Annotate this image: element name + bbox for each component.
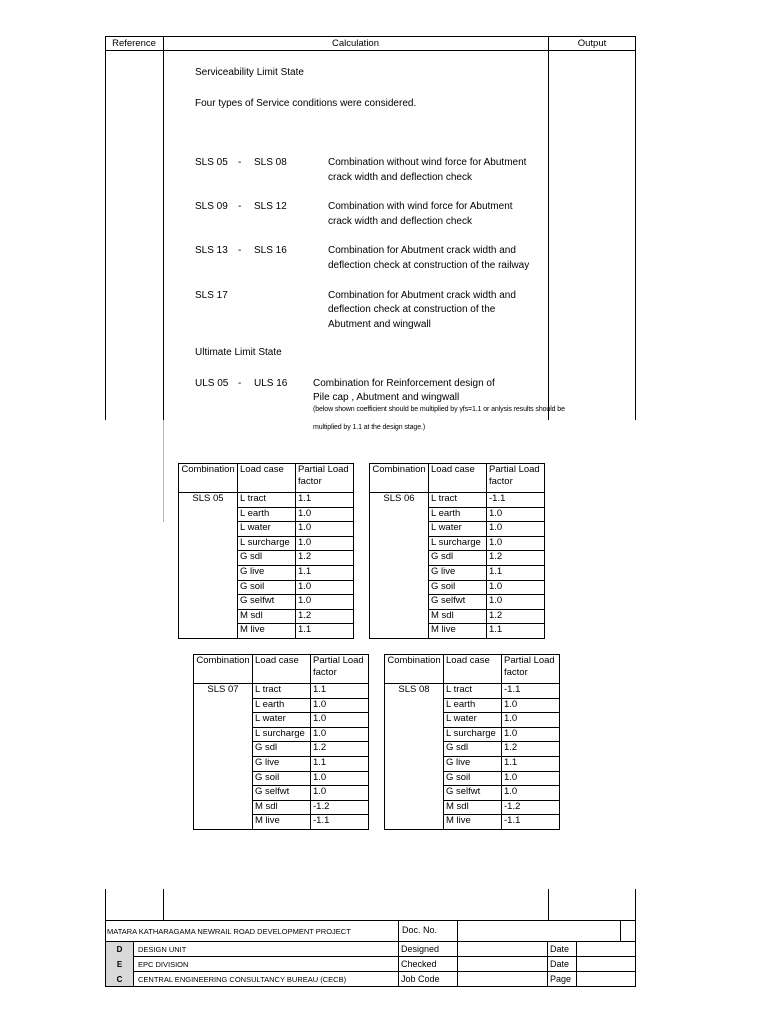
footer-reference-divider (163, 889, 164, 921)
load-factor-table-sls08 (384, 654, 560, 830)
partial-load-factor-cell: 1.0 (487, 595, 545, 610)
load-case-cell: G live (253, 756, 311, 771)
partial-load-factor-cell: -1.1 (502, 684, 560, 699)
doc-no-label: Doc. No. (402, 925, 438, 935)
table-row (179, 493, 354, 508)
combo-from: SLS 17 (195, 290, 228, 301)
load-case-cell: L water (429, 522, 487, 537)
partial-load-factor-cell: 1.0 (487, 507, 545, 522)
frame-left-border (105, 36, 106, 420)
combo-desc-line: deflection check at construction of the (328, 304, 496, 315)
combo-from: SLS 13 (195, 245, 228, 256)
partial-load-factor-cell: 1.0 (311, 698, 369, 713)
load-case-cell: G live (429, 565, 487, 580)
partial-load-factor-cell: 1.1 (296, 493, 354, 508)
load-case-cell: G soil (253, 771, 311, 786)
partial-load-factor-cell: 1.1 (311, 684, 369, 699)
dec-letter: D (116, 945, 123, 954)
page-label: Page (550, 974, 572, 984)
header-calculation: Calculation (332, 38, 379, 49)
load-case-cell: L earth (444, 698, 502, 713)
combo-desc-line: deflection check at construction of the railway (328, 260, 530, 271)
load-case-header: Load case (444, 655, 502, 684)
load-case-cell: L earth (429, 507, 487, 522)
combo-desc-line: crack width and deflection check (328, 216, 472, 227)
load-case-cell: L earth (238, 507, 296, 522)
partial-load-factor-cell: 1.0 (311, 713, 369, 728)
partial-load-factor-header-line: factor (489, 476, 513, 487)
date-label: Date (550, 944, 570, 954)
combination-header: Combination (385, 655, 444, 684)
load-case-cell: L surcharge (444, 727, 502, 742)
partial-load-factor-cell: 1.0 (487, 580, 545, 595)
combination-name: SLS 08 (385, 684, 444, 830)
footer-row-border (105, 971, 636, 972)
footer-col-divider (398, 920, 399, 987)
footer-row-border (105, 941, 636, 942)
load-case-cell: M live (429, 624, 487, 639)
dec-letter: E (116, 960, 123, 969)
combination-header: Combination (179, 464, 238, 493)
partial-load-factor-cell: 1.0 (296, 595, 354, 610)
reference-divider-faded (163, 420, 164, 522)
load-case-header: Load case (238, 464, 296, 493)
checked-label: Checked (401, 959, 437, 969)
load-case-cell: M sdl (253, 800, 311, 815)
load-case-cell: M sdl (429, 609, 487, 624)
load-case-header: Load case (253, 655, 311, 684)
load-case-cell: G selfwt (429, 595, 487, 610)
load-case-cell: G soil (238, 580, 296, 595)
combo-from: ULS 05 (195, 378, 229, 389)
uls-heading: Ultimate Limit State (195, 347, 282, 358)
load-case-cell: L water (444, 713, 502, 728)
partial-load-factor-header-line: Partial Load (313, 655, 364, 666)
load-factor-table-sls07 (193, 654, 369, 830)
header-reference: Reference (112, 38, 156, 49)
combo-from: SLS 09 (195, 201, 228, 212)
partial-load-factor-cell: -1.2 (502, 800, 560, 815)
combo-to: SLS 08 (254, 157, 287, 168)
partial-load-factor-cell: -1.2 (311, 800, 369, 815)
partial-load-factor-header (487, 464, 545, 493)
designed-label: Designed (401, 944, 440, 954)
partial-load-factor-cell: 1.1 (502, 756, 560, 771)
partial-load-factor-cell: 1.1 (487, 624, 545, 639)
load-case-cell: L water (253, 713, 311, 728)
load-case-cell: G live (444, 756, 502, 771)
footer-right-border (635, 889, 636, 987)
partial-load-factor-cell: 1.0 (311, 786, 369, 801)
load-case-cell: L water (238, 522, 296, 537)
combo-to: SLS 16 (254, 245, 287, 256)
combo-dash: - (238, 201, 242, 212)
partial-load-factor-cell: 1.0 (502, 727, 560, 742)
partial-load-factor-cell: -1.1 (487, 493, 545, 508)
partial-load-factor-cell: 1.0 (296, 536, 354, 551)
footer-col-divider (576, 941, 577, 987)
partial-load-factor-cell: 1.0 (311, 727, 369, 742)
partial-load-factor-header (296, 464, 354, 493)
partial-load-factor-header-line: factor (298, 476, 322, 487)
combo-desc-line: Combination for Abutment crack width and (328, 245, 516, 256)
load-case-cell: M sdl (444, 800, 502, 815)
footer-output-divider (548, 889, 549, 921)
date-label: Date (550, 959, 570, 969)
partial-load-factor-header (502, 655, 560, 684)
combo-dash: - (238, 157, 242, 168)
load-case-cell: M live (238, 624, 296, 639)
partial-load-factor-header-line: factor (313, 667, 337, 678)
combo-dash: - (238, 245, 242, 256)
partial-load-factor-header-line: Partial Load (489, 464, 540, 475)
sls-heading: Serviceability Limit State (195, 67, 304, 78)
load-case-cell: G sdl (238, 551, 296, 566)
header-output: Output (577, 38, 607, 49)
load-case-cell: M sdl (238, 609, 296, 624)
partial-load-factor-cell: 1.1 (487, 565, 545, 580)
load-case-header: Load case (429, 464, 487, 493)
four-types-text: Four types of Service conditions were considered. (195, 98, 417, 109)
org-line: DESIGN UNIT (138, 945, 187, 954)
load-case-cell: G selfwt (238, 595, 296, 610)
partial-load-factor-cell: 1.2 (487, 551, 545, 566)
partial-load-factor-cell: 1.2 (311, 742, 369, 757)
footer-col-divider (620, 920, 621, 941)
combo-desc-line: crack width and deflection check (328, 172, 472, 183)
table-header-row (179, 464, 354, 493)
partial-load-factor-cell: 1.0 (502, 771, 560, 786)
partial-load-factor-cell: 1.0 (502, 713, 560, 728)
load-case-cell: G selfwt (444, 786, 502, 801)
load-case-cell: G sdl (429, 551, 487, 566)
combo-desc-line: Combination for Reinforcement design of (313, 378, 495, 389)
footer-col-divider (547, 941, 548, 987)
combo-desc-line: Combination without wind force for Abutment (328, 157, 527, 168)
partial-load-factor-cell: 1.0 (296, 522, 354, 537)
footer-row-border (105, 956, 636, 957)
partial-load-factor-cell: 1.2 (296, 551, 354, 566)
combo-desc-line: Combination with wind force for Abutment (328, 201, 513, 212)
combination-header: Combination (194, 655, 253, 684)
output-divider (548, 36, 549, 420)
load-case-cell: L earth (253, 698, 311, 713)
combo-desc-line: Combination for Abutment crack width and (328, 290, 516, 301)
table-header-row (194, 655, 369, 684)
frame-right-border (635, 36, 636, 420)
org-line: CENTRAL ENGINEERING CONSULTANCY BUREAU (CECB) (138, 975, 347, 984)
combo-to: SLS 12 (254, 201, 287, 212)
load-case-cell: L tract (253, 684, 311, 699)
table-row (370, 493, 545, 508)
partial-load-factor-header-line: factor (504, 667, 528, 678)
partial-load-factor-cell: 1.0 (296, 507, 354, 522)
load-case-cell: L surcharge (253, 727, 311, 742)
combo-desc-line: Pile cap , Abutment and wingwall (313, 392, 460, 403)
load-case-cell: L surcharge (238, 536, 296, 551)
combo-dash: - (238, 378, 242, 389)
coefficient-note: (below shown coefficient should be multiplied by γfs=1.1 or anlysis results should be (313, 406, 565, 413)
frame-top-border (105, 36, 636, 37)
combo-to: ULS 16 (254, 378, 288, 389)
partial-load-factor-header-line: Partial Load (504, 655, 555, 666)
load-case-cell: G sdl (444, 742, 502, 757)
combination-name: SLS 07 (194, 684, 253, 830)
project-title: MATARA KATHARAGAMA NEWRAIL ROAD DEVELOPMENT PROJECT (107, 927, 351, 936)
table-row (194, 684, 369, 699)
reference-divider (163, 36, 164, 420)
partial-load-factor-cell: 1.0 (487, 536, 545, 551)
load-case-cell: L surcharge (429, 536, 487, 551)
partial-load-factor-cell: 1.1 (296, 565, 354, 580)
partial-load-factor-cell: 1.0 (487, 522, 545, 537)
partial-load-factor-cell: 1.2 (502, 742, 560, 757)
partial-load-factor-cell: 1.0 (502, 698, 560, 713)
combination-name: SLS 06 (370, 493, 429, 639)
load-case-cell: M live (253, 815, 311, 830)
partial-load-factor-cell: 1.2 (487, 609, 545, 624)
footer-bottom-border (105, 986, 636, 987)
dec-letter: C (116, 975, 123, 984)
combo-desc-line: Abutment and wingwall (328, 319, 431, 330)
partial-load-factor-cell: -1.1 (311, 815, 369, 830)
load-factor-table-sls05 (178, 463, 354, 639)
footer-col-divider (133, 941, 134, 987)
partial-load-factor-cell: 1.1 (296, 624, 354, 639)
combo-from: SLS 05 (195, 157, 228, 168)
load-case-cell: G selfwt (253, 786, 311, 801)
table-header-row (385, 655, 560, 684)
load-case-cell: G soil (444, 771, 502, 786)
partial-load-factor-cell: -1.1 (502, 815, 560, 830)
load-factor-table-sls06 (369, 463, 545, 639)
job-code-label: Job Code (401, 974, 440, 984)
partial-load-factor-header (311, 655, 369, 684)
load-case-cell: G soil (429, 580, 487, 595)
load-case-cell: G live (238, 565, 296, 580)
load-case-cell: L tract (429, 493, 487, 508)
load-case-cell: G sdl (253, 742, 311, 757)
load-case-cell: M live (444, 815, 502, 830)
load-case-cell: L tract (238, 493, 296, 508)
header-bottom-border (105, 50, 636, 51)
partial-load-factor-cell: 1.0 (502, 786, 560, 801)
org-line: EPC DIVISION (138, 960, 189, 969)
footer-top-border (105, 920, 636, 921)
partial-load-factor-cell: 1.0 (311, 771, 369, 786)
combination-header: Combination (370, 464, 429, 493)
partial-load-factor-header-line: Partial Load (298, 464, 349, 475)
combination-name: SLS 05 (179, 493, 238, 639)
load-case-cell: L tract (444, 684, 502, 699)
table-header-row (370, 464, 545, 493)
partial-load-factor-cell: 1.0 (296, 580, 354, 595)
partial-load-factor-cell: 1.2 (296, 609, 354, 624)
coefficient-note-cont: multiplied by 1.1 at the design stage.) (313, 424, 426, 431)
partial-load-factor-cell: 1.1 (311, 756, 369, 771)
table-row (385, 684, 560, 699)
footer-col-divider (457, 920, 458, 987)
